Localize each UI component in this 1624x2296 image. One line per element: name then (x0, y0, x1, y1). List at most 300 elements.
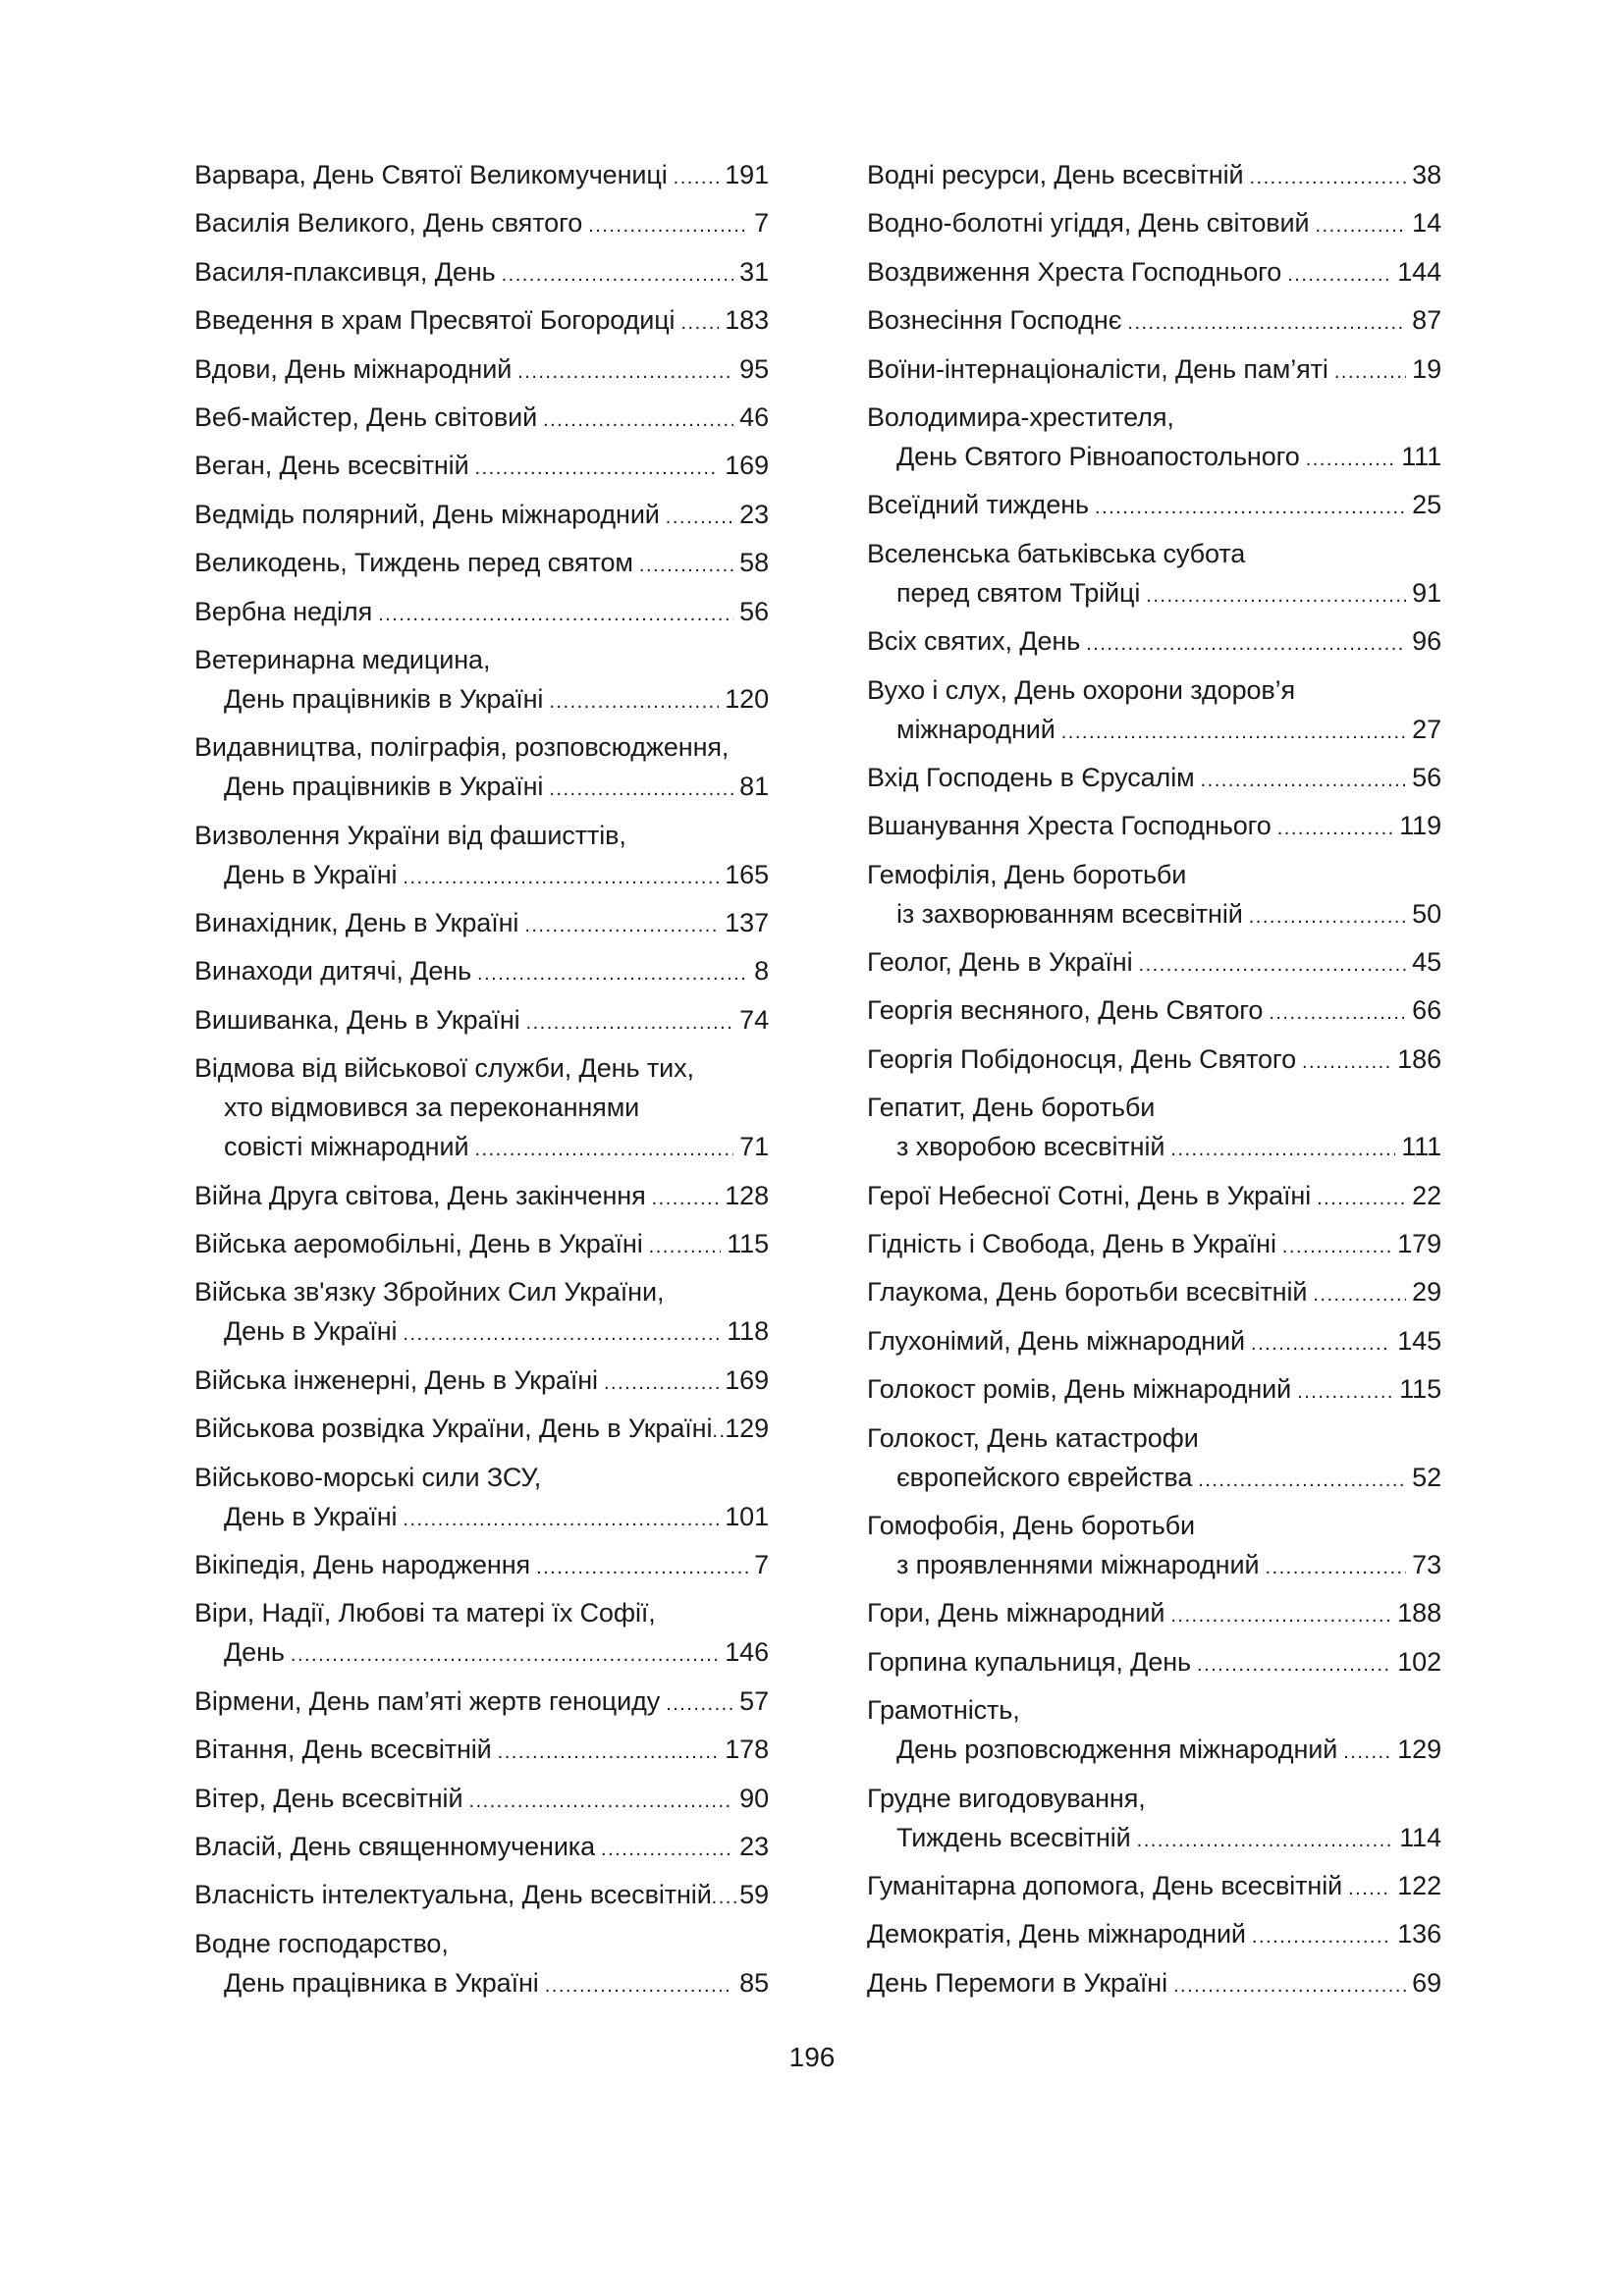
index-entry-line (194, 1409, 769, 1448)
index-entry-text: Василія Великого, День святого (194, 208, 583, 239)
index-entry-line (867, 437, 1441, 476)
index-entry-text: Вітер, День всесвітній (194, 1783, 463, 1813)
index-entry-text: Геолог, День в Україні (867, 947, 1133, 978)
index-entry-line (867, 894, 1441, 934)
index-entry-page: 169 (725, 451, 769, 481)
index-entry-line (867, 1818, 1441, 1857)
index-entry (867, 670, 1441, 749)
index-entry-text: з проявленнями міжнародний (896, 1549, 1260, 1579)
dot-leader (545, 1966, 733, 2005)
dot-leader (1302, 1042, 1391, 1082)
index-entry-line (194, 155, 769, 194)
index-entry-line (867, 710, 1441, 749)
index-entry (194, 543, 769, 582)
index-entry-text: Відмова від військової служби, День тих, (194, 1053, 694, 1084)
index-entry (194, 1361, 769, 1400)
index-entry-line (867, 349, 1441, 389)
index-entry-line (194, 767, 769, 806)
index-entry-line (867, 806, 1441, 845)
dot-leader (502, 255, 734, 294)
index-entry-page: 119 (1399, 811, 1441, 841)
index-entry-text: Ведмідь полярний, День міжнародний (194, 499, 660, 529)
index-entry (194, 1048, 769, 1166)
index-entry-page: 178 (725, 1735, 769, 1765)
index-entry-text: Визволення України від фашисттів, (194, 820, 626, 850)
index-entry-line (194, 1730, 769, 1769)
index-entry-line (194, 640, 769, 679)
dot-leader (475, 449, 720, 488)
index-entry (867, 1272, 1441, 1311)
dot-leader (680, 303, 719, 343)
dot-leader (549, 682, 719, 721)
index-entry-line (867, 252, 1441, 292)
dot-leader (666, 498, 733, 537)
index-entry-line (867, 1272, 1441, 1311)
index-entry-line (867, 1088, 1441, 1127)
index-entry-text: Вітання, День всесвітній (194, 1735, 492, 1765)
index-entry-line (194, 1272, 769, 1311)
index-entry (194, 1682, 769, 1721)
index-entry (194, 1730, 769, 1769)
index-entry-page: 56 (739, 596, 769, 626)
index-entry-text: міжнародний (896, 714, 1056, 744)
index-entry-page: 29 (1412, 1277, 1441, 1308)
index-entry-line (194, 592, 769, 631)
dot-leader (543, 400, 733, 440)
index-entry (867, 1176, 1441, 1215)
dot-leader (1249, 158, 1406, 197)
index-entry-text: Вишиванка, День в Україні (194, 1004, 520, 1035)
index-entry-text: День (224, 1637, 285, 1668)
index-entry-line (194, 543, 769, 582)
index-entry (867, 1506, 1441, 1584)
index-entry-line (194, 398, 769, 437)
dot-leader (1277, 809, 1394, 848)
dot-leader (517, 352, 733, 392)
index-entry-page: 58 (739, 548, 769, 578)
index-entry-line (194, 1875, 769, 1914)
index-entry-text: Війська аеромобільні, День в Україні (194, 1229, 643, 1259)
index-entry (194, 349, 769, 389)
index-entry-text: Вірмени, День пам’яті жертв геноциду (194, 1685, 661, 1716)
dot-leader (468, 1782, 733, 1821)
index-entry-line (867, 1224, 1441, 1263)
index-entry-page: 22 (1412, 1180, 1441, 1210)
dot-leader (1095, 488, 1406, 527)
index-entry-line (867, 1963, 1441, 2002)
index-entry (867, 1088, 1441, 1166)
index-entry (867, 990, 1441, 1030)
index-entry-line (867, 1866, 1441, 1905)
index-entry-text: День в Україні (224, 1501, 398, 1531)
dot-leader (378, 595, 733, 634)
index-entry-text: Віри, Надії, Любові та матері їх Софії, (194, 1598, 656, 1629)
index-entry-line (867, 1914, 1441, 1953)
index-entry-line (867, 990, 1441, 1030)
dot-leader (536, 1548, 748, 1587)
index-entry (194, 1875, 769, 1914)
index-entry (867, 1914, 1441, 1953)
index-entry-text: Водне господарство, (194, 1928, 449, 1958)
index-entry-page: 27 (1412, 714, 1441, 744)
dot-leader (1265, 1548, 1406, 1587)
dot-leader (712, 1412, 725, 1451)
dot-leader (291, 1635, 719, 1675)
index-entry-page: 73 (1412, 1549, 1441, 1579)
index-entry-page: 81 (739, 772, 769, 802)
index-entry (194, 1458, 769, 1536)
index-entry-page: 102 (1397, 1646, 1441, 1677)
index-entry (867, 758, 1441, 797)
index-entry-page: 87 (1412, 305, 1441, 336)
index-entry-text: Військово-морські сили ЗСУ, (194, 1462, 542, 1492)
index-entry-line (867, 1545, 1441, 1584)
index-entry (867, 942, 1441, 982)
index-entry-text: День в Україні (224, 1316, 398, 1347)
index-entry (867, 1866, 1441, 1905)
index-entry-page: 46 (739, 401, 769, 432)
index-entry-text: Вухо і слух, День охорони здоров’я (867, 674, 1296, 705)
index-entry (194, 816, 769, 894)
index-entry-page: 136 (1397, 1919, 1441, 1949)
index-entry-line (867, 573, 1441, 613)
index-entry-page: 191 (725, 160, 769, 189)
index-entry-line (194, 1000, 769, 1040)
dot-leader (1061, 713, 1406, 752)
index-entry-text: Вікіпедія, День народження (194, 1549, 531, 1579)
dot-leader (1139, 945, 1407, 985)
index-entry-line (194, 1632, 769, 1672)
index-entry-text: Герої Небесної Сотні, День в Україні (867, 1180, 1312, 1210)
index-entry (867, 1963, 1441, 2002)
index-entry (867, 806, 1441, 845)
dot-leader (639, 546, 733, 585)
index-entry (194, 495, 769, 534)
index-entry-page: 179 (1397, 1229, 1441, 1259)
index-entry-page: 25 (1412, 490, 1441, 520)
index-entry-text: День в Україні (224, 859, 398, 889)
index-entry-line (867, 1369, 1441, 1409)
index-entry-text: Війська інженерні, День в Україні (194, 1364, 598, 1395)
index-entry-page: 183 (725, 305, 769, 336)
index-entry (867, 1593, 1441, 1632)
index-entry-line (194, 679, 769, 719)
index-entry (867, 1779, 1441, 1857)
index-entry (867, 1690, 1441, 1769)
index-entry-text: Введення в храм Пресвятої Богородиці (194, 305, 676, 336)
index-entry-page: 129 (725, 1414, 769, 1444)
index-entry-text: совісті міжнародний (224, 1132, 469, 1162)
index-entry-line (194, 300, 769, 340)
index-entry (194, 903, 769, 942)
index-entry-line (194, 855, 769, 894)
index-entry-text: Водні ресурси, День всесвітній (867, 160, 1244, 189)
index-entry (194, 1545, 769, 1584)
index-entry-page: 59 (739, 1880, 769, 1910)
index-entry-line (867, 1458, 1441, 1497)
index-entry-page: 101 (725, 1501, 769, 1531)
index-entry-line (867, 1127, 1441, 1166)
dot-leader (1306, 440, 1396, 479)
index-entry-text: Георгія весняного, День Святого (867, 995, 1264, 1026)
index-entry-page: 111 (1401, 1132, 1441, 1162)
index-entry-text: Веган, День всесвітній (194, 451, 469, 481)
index-entry (194, 155, 769, 194)
index-entry-text: Гемофілія, День боротьби (867, 859, 1187, 889)
index-entry (867, 855, 1441, 934)
index-entry-page: 96 (1412, 626, 1441, 657)
index-entry-line (194, 1779, 769, 1818)
index-entry (867, 155, 1441, 194)
index-entry-text: Власій, День священномученика (194, 1831, 596, 1861)
index-entry-text: Голокост ромів, День міжнародний (867, 1374, 1292, 1405)
index-entry (194, 592, 769, 631)
index-entry (867, 1040, 1441, 1079)
index-entry-text: Варвара, День Святої Великомучениці (194, 160, 668, 189)
index-entry-text: Гепатит, День боротьби (867, 1093, 1156, 1123)
index-entry-text: Гідність і Свобода, День в Україні (867, 1229, 1276, 1259)
index-entry-line (194, 1176, 769, 1215)
index-entry-text: Гори, День міжнародний (867, 1598, 1165, 1629)
index-entry-text: Горпина купальниця, День (867, 1646, 1192, 1677)
index-entry-line (867, 398, 1441, 437)
index-entry-line (867, 155, 1441, 194)
index-entry-line (194, 1827, 769, 1866)
index-entry-page: 115 (727, 1229, 769, 1259)
index-entry-text: з хворобою всесвітній (896, 1132, 1165, 1162)
index-entry (194, 252, 769, 292)
index-entry-page: 7 (754, 1549, 769, 1579)
index-entry (867, 1418, 1441, 1497)
index-entry-text: Видавництва, поліграфія, розповсюдження, (194, 732, 730, 763)
dot-leader (403, 858, 719, 897)
index-entry-line (867, 1593, 1441, 1632)
index-entry-text: Винахідник, День в Україні (194, 908, 519, 938)
index-entry-text: із захворюванням всесвітній (896, 898, 1243, 929)
index-entry-page: 118 (727, 1316, 769, 1347)
index-entry-page: 122 (1397, 1870, 1441, 1900)
index-entry-page: 128 (725, 1180, 769, 1210)
index-entry-page: 57 (739, 1685, 769, 1716)
index-entry-page: 74 (739, 1004, 769, 1035)
index-entry-text: Володимира-хрестителя, (867, 401, 1174, 432)
dot-leader (403, 1314, 721, 1354)
index-entry-text: Грамотність, (867, 1695, 1020, 1726)
index-entry-line (867, 1730, 1441, 1769)
index-entry-page: 169 (725, 1364, 769, 1395)
index-entry-line (867, 1321, 1441, 1361)
index-entry-line (194, 1311, 769, 1351)
dot-leader (498, 1733, 720, 1772)
index-entry-page: 145 (1397, 1325, 1441, 1356)
index-entry-page: 69 (1412, 1967, 1441, 1998)
index-entry (194, 951, 769, 990)
index-entry-text: Голокост, День катастрофи (867, 1422, 1199, 1453)
index-entry-line (194, 1361, 769, 1400)
dot-leader (1170, 1130, 1395, 1169)
dot-leader (1343, 1733, 1391, 1772)
index-entry (867, 398, 1441, 476)
index-entry-text: Всеїдний тиждень (867, 490, 1090, 520)
index-entry-page: 188 (1397, 1598, 1441, 1629)
dot-leader (474, 1130, 733, 1169)
index-entry (194, 1176, 769, 1215)
index-entry-line (867, 1506, 1441, 1545)
index-entry-text: Глаукома, День боротьби всесвітній (867, 1277, 1308, 1308)
index-entry (194, 727, 769, 806)
index-entry-line (194, 816, 769, 855)
index-entry-line (194, 1127, 769, 1166)
index-entry-page: 8 (754, 956, 769, 987)
index-column-right (867, 155, 1441, 2011)
index-column-left (194, 155, 769, 2011)
index-entry-text: Грудне вигодовування, (867, 1783, 1146, 1813)
dot-leader (1137, 1821, 1394, 1860)
index-entry-page: 50 (1412, 898, 1441, 929)
index-entry-page: 14 (1412, 208, 1441, 239)
dot-leader (649, 1227, 722, 1266)
index-entry-page: 38 (1412, 160, 1441, 189)
dot-leader (526, 1003, 734, 1042)
index-entry-page: 31 (739, 256, 769, 287)
dot-leader (1251, 1324, 1391, 1363)
index-entry-page: 23 (739, 1831, 769, 1861)
dot-leader (1249, 897, 1406, 936)
dot-leader (712, 1878, 739, 1917)
index-entry (194, 1924, 769, 2002)
index-entry-line (867, 300, 1441, 340)
dot-leader (524, 906, 719, 945)
index-entry-line (867, 534, 1441, 573)
index-entry-line (194, 727, 769, 767)
dot-leader (477, 954, 748, 993)
index-entry (867, 1642, 1441, 1682)
index-entry-page: 45 (1412, 947, 1441, 978)
index-entry (194, 1272, 769, 1351)
index-entry-text: День розповсюдження міжнародний (896, 1735, 1338, 1765)
index-entry-page: 90 (739, 1783, 769, 1813)
index-entry-text: Воїни-інтернаціоналісти, День пам’яті (867, 353, 1328, 384)
index-entry-page: 91 (1412, 577, 1441, 608)
index-entry-page: 146 (725, 1637, 769, 1668)
index-entry-line (194, 1088, 769, 1127)
dot-leader (666, 1684, 733, 1724)
dot-leader (1317, 1179, 1406, 1218)
index-entry (194, 300, 769, 340)
index-entry-page: 186 (1397, 1043, 1441, 1074)
index-entry-line (194, 1593, 769, 1632)
index-entry-line (867, 1040, 1441, 1079)
dot-leader (1334, 352, 1406, 392)
index-entry-page: 71 (739, 1132, 769, 1162)
dot-leader (1086, 624, 1406, 664)
index-entry (194, 203, 769, 242)
index-entry (867, 1369, 1441, 1409)
index-entry-page: 137 (725, 908, 769, 938)
index-entry-text: Вербна неділя (194, 596, 373, 626)
index-entry-line (194, 203, 769, 242)
index-entry-text: Власність інтелектуальна, День всесвітній (194, 1880, 712, 1910)
index-entry-text: Гомофобія, День боротьби (867, 1510, 1196, 1540)
dot-leader (604, 1363, 719, 1403)
dot-leader (1252, 1917, 1391, 1956)
index-entry (194, 1000, 769, 1040)
index-entry-line (194, 1545, 769, 1584)
dot-leader (674, 158, 720, 197)
index-entry (194, 446, 769, 485)
index-entry (194, 1779, 769, 1818)
index-entry-text: Василя-плаксивця, День (194, 256, 496, 287)
dot-leader (1201, 761, 1407, 800)
index-entry (867, 349, 1441, 389)
index-entry-text: європейского єврейства (896, 1462, 1193, 1492)
index-entry-text: Водно-болотні угіддя, День світовий (867, 208, 1310, 239)
index-entry-text: перед святом Трійці (896, 577, 1141, 608)
index-entry-line (867, 855, 1441, 894)
index-entry-line (867, 1176, 1441, 1215)
dot-leader (652, 1179, 720, 1218)
index-entry-text: День Перемоги в Україні (867, 1967, 1167, 1998)
index-entry-line (194, 903, 769, 942)
index-entry-line (867, 1418, 1441, 1458)
index-entry-page: 129 (1397, 1735, 1441, 1765)
index-entry (194, 1827, 769, 1866)
index-entry-text: Гуманітарна допомога, День всесвітній (867, 1870, 1343, 1900)
index-entry-page: 7 (754, 208, 769, 239)
index-entry-page: 111 (1401, 441, 1441, 471)
index-entry-text: Винаходи дитячі, День (194, 956, 472, 987)
index-entry-line (194, 1924, 769, 1963)
index-entry-line (194, 951, 769, 990)
index-entry-line (867, 670, 1441, 710)
dot-leader (601, 1830, 733, 1869)
index-entry (867, 621, 1441, 661)
index-entry-page: 95 (739, 353, 769, 384)
index-entry-page: 114 (1399, 1822, 1441, 1852)
index-entry-line (194, 349, 769, 389)
index-entry-line (867, 485, 1441, 524)
index-entry (867, 534, 1441, 613)
index-entry (194, 1593, 769, 1672)
index-entry-page: 23 (739, 499, 769, 529)
index-entry-line (867, 1779, 1441, 1818)
index-entry-page: 85 (739, 1967, 769, 1998)
index-entry-page: 19 (1412, 353, 1441, 384)
dot-leader (1197, 1645, 1391, 1684)
index-entry-text: Військова розвідка України, День в Україні (194, 1414, 713, 1444)
dot-leader (1287, 255, 1391, 294)
index-entry-line (194, 495, 769, 534)
index-entry-line (867, 942, 1441, 982)
dot-leader (1297, 1372, 1393, 1412)
index-entry-line (194, 1682, 769, 1721)
dot-leader (549, 770, 733, 809)
index-entry-page: 66 (1412, 995, 1441, 1026)
index-entry-page: 56 (1412, 762, 1441, 792)
dot-leader (588, 206, 748, 245)
index-entry-text: хто відмовився за переконаннями (224, 1093, 640, 1123)
index-entry-text: Демократія, День міжнародний (867, 1919, 1246, 1949)
dot-leader (1173, 1966, 1406, 2005)
dot-leader (1348, 1869, 1391, 1908)
index-entry-line (867, 621, 1441, 661)
index-entry-text: День Святого Рівноапостольного (896, 441, 1300, 471)
index-entry-line (194, 1963, 769, 2002)
index-entry-text: День працівника в Україні (224, 1967, 539, 1998)
dot-leader (1315, 206, 1406, 245)
index-entry (867, 1224, 1441, 1263)
index-entry-text: Вдови, День міжнародний (194, 353, 513, 384)
